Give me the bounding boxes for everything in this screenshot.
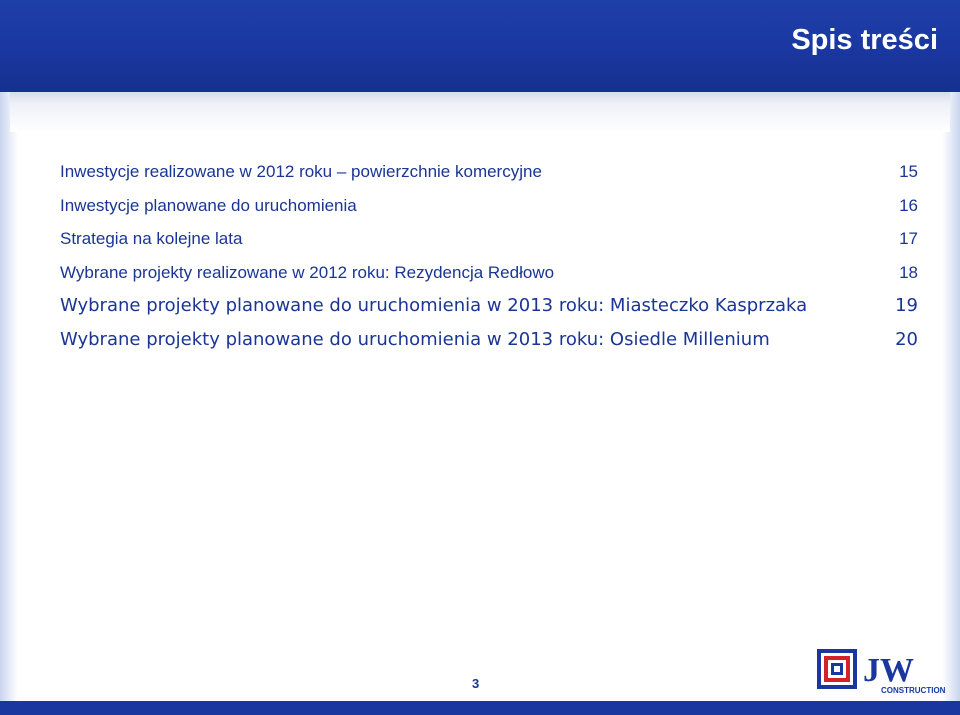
toc-item-label: Strategia na kolejne lata xyxy=(60,229,243,248)
toc-item-page: 19 xyxy=(895,295,918,316)
toc-item-page: 17 xyxy=(899,229,918,248)
toc-item-label: Wybrane projekty planowane do uruchomienia w 2013 roku: Miasteczko Kasprzaka xyxy=(60,295,808,316)
header-bar xyxy=(0,0,960,92)
toc-item-page: 20 xyxy=(895,329,918,350)
toc-item xyxy=(60,294,918,328)
toc-item xyxy=(60,194,918,228)
jw-construction-logo-icon xyxy=(815,645,945,697)
page-title: Spis treści xyxy=(791,24,938,56)
toc-item xyxy=(60,227,918,261)
toc-item-label: Inwestycje planowane do uruchomienia xyxy=(60,195,357,215)
toc-item-label: Inwestycje realizowane w 2012 roku – powierzchnie komercyjne xyxy=(60,162,542,181)
frame-shadow xyxy=(10,92,950,132)
toc-item-page: 16 xyxy=(899,195,918,215)
toc-item-page: 18 xyxy=(899,262,918,282)
page-number: 3 xyxy=(472,676,480,691)
toc-item xyxy=(60,160,918,194)
toc-item-label: Wybrane projekty planowane do uruchomienia w 2013 roku: Osiedle Millenium xyxy=(60,329,770,350)
table-of-contents xyxy=(60,160,918,362)
toc-item-label: Wybrane projekty realizowane w 2012 roku: Rezydencja Redłowo xyxy=(60,262,555,282)
toc-item xyxy=(60,328,918,362)
footer-bar xyxy=(0,701,960,715)
toc-item xyxy=(60,261,918,295)
toc-item-page: 15 xyxy=(899,162,918,181)
logo-subtext: CONSTRUCTION xyxy=(881,686,945,695)
logo-text: JW xyxy=(863,652,914,689)
